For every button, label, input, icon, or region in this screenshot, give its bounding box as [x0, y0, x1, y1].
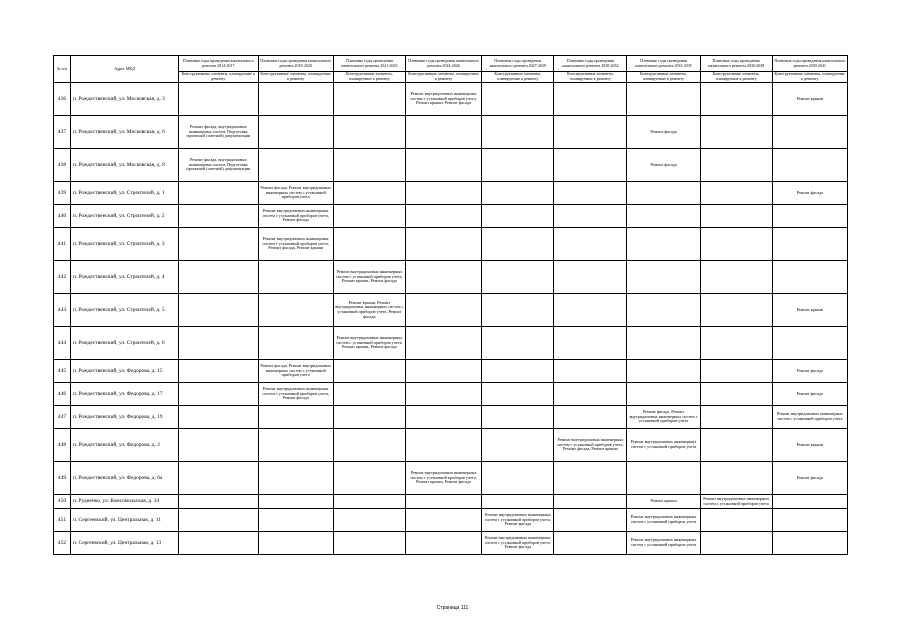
repair-cell-period-1: [179, 327, 259, 360]
repair-cell-period-1: [179, 205, 259, 228]
repair-cell-period-5: [482, 383, 554, 406]
header-period-8: Плановые годы проведения капитального ремонта 2036-2038: [700, 56, 772, 72]
repair-cell-period-4: [405, 509, 481, 532]
header-period-1: Плановые годы проведения капитального ремонта 2014-2017: [179, 56, 259, 72]
table-row: [54, 149, 848, 182]
header-subtitle: Конструктивные элементы, планируемые к ремонту: [405, 72, 481, 83]
repair-cell-period-2: [258, 327, 333, 360]
repair-cell-period-3: Ремонт внутридомовых инженерных систем с установкой приборов учета, Ремонт крыши, Ремонт фасада: [333, 327, 405, 360]
repair-cell-period-3: [333, 360, 405, 383]
header-subtitle: Конструктивные элементы, планируемые к ремонту: [179, 72, 259, 83]
row-address: п. Рождественский, ул. Московская, д. 6: [70, 116, 178, 149]
repair-cell-period-6: [554, 327, 627, 360]
repair-cell-period-9: [772, 228, 847, 261]
repair-cell-period-1: Ремонт фасада, внутридомовых инженерных систем, Подготовка проектной (сметной) документации: [179, 116, 259, 149]
repair-cell-period-5: [482, 462, 554, 495]
repair-cell-period-5: [482, 149, 554, 182]
row-number: 449: [54, 462, 71, 495]
repair-cell-period-2: Ремонт фасада, Ремонт внутридомовых инженерных систем с установкой приборов учета: [258, 360, 333, 383]
repair-cell-period-1: [179, 182, 259, 205]
repair-cell-period-3: [333, 429, 405, 462]
row-address: п. Рождественский, ул. Строителей, д. 2: [70, 205, 178, 228]
repair-cell-period-9: Ремонт фасада: [772, 182, 847, 205]
repair-cell-period-2: Ремонт внутридомовых инженерных систем с установкой приборов учета, Ремонт фасада: [258, 383, 333, 406]
repair-cell-period-4: [405, 532, 481, 555]
repair-cell-period-6: [554, 509, 627, 532]
repair-cell-period-4: [405, 116, 481, 149]
row-number: 440: [54, 205, 71, 228]
repair-cell-period-7: Ремонт внутридомовых инженерных систем с установкой приборов учета: [627, 429, 700, 462]
repair-cell-period-5: [482, 360, 554, 383]
repair-cell-period-4: [405, 205, 481, 228]
repair-cell-period-8: [700, 462, 772, 495]
repair-cell-period-5: [482, 429, 554, 462]
repair-cell-period-3: [333, 383, 405, 406]
repair-cell-period-4: [405, 383, 481, 406]
repair-cell-period-1: [179, 462, 259, 495]
repair-cell-period-9: Ремонт фасада: [772, 383, 847, 406]
table-row: [54, 406, 848, 429]
repair-cell-period-6: [554, 149, 627, 182]
repair-cell-period-4: [405, 149, 481, 182]
repair-cell-period-1: [179, 228, 259, 261]
repair-cell-period-3: [333, 462, 405, 495]
repair-cell-period-8: [700, 205, 772, 228]
repair-cell-period-9: [772, 495, 847, 509]
repair-cell-period-6: [554, 532, 627, 555]
repair-cell-period-7: [627, 205, 700, 228]
header-subtitle: Конструктивные элементы, планируемые к ремонту: [700, 72, 772, 83]
repair-cell-period-8: [700, 327, 772, 360]
repair-cell-period-7: [627, 294, 700, 327]
repair-cell-period-1: [179, 495, 259, 509]
repair-cell-period-7: [627, 83, 700, 116]
repair-cell-period-8: [700, 406, 772, 429]
repair-cell-period-6: [554, 383, 627, 406]
repair-cell-period-2: [258, 83, 333, 116]
repair-cell-period-8: [700, 149, 772, 182]
repair-cell-period-4: [405, 360, 481, 383]
page-number: Страница 111: [436, 605, 469, 611]
repair-cell-period-9: [772, 261, 847, 294]
row-number: 452: [54, 532, 71, 555]
repair-cell-period-2: [258, 294, 333, 327]
repair-cell-period-1: [179, 360, 259, 383]
table-row: [54, 383, 848, 406]
repair-cell-period-3: Ремонт внутридомовых инженерных систем с установкой приборов учета, Ремонт крыши, Ремонт фасада: [333, 261, 405, 294]
repair-cell-period-9: [772, 205, 847, 228]
repair-cell-period-3: Ремонт крыши, Ремонт внутридомовых инженерных систем с установкой приборов учета, Ремонт фасада: [333, 294, 405, 327]
header-address: Адрес МКД: [70, 56, 178, 83]
row-number: 436: [54, 83, 71, 116]
repair-cell-period-5: [482, 228, 554, 261]
header-period-9: Плановые годы проведения капитального ремонта 2039-2041: [772, 56, 847, 72]
repair-cell-period-8: [700, 509, 772, 532]
repair-cell-period-6: [554, 182, 627, 205]
row-address: п. Сергеевский, ул. Центральная, д. 11: [70, 509, 178, 532]
repair-cell-period-4: Ремонт внутридомовых инженерных систем с установкой приборов учета, Ремонт крыши, Ремонт фасада: [405, 83, 481, 116]
header-subtitle: Конструктивные элементы, планируемые к ремонту: [482, 72, 554, 83]
table-row: [54, 462, 848, 495]
header-period-5: Плановые годы проведения капитального ремонта 2027-2029: [482, 56, 554, 72]
repair-cell-period-9: Ремонт фасада: [772, 360, 847, 383]
repair-cell-period-3: [333, 205, 405, 228]
repair-schedule-table: [53, 55, 848, 555]
repair-cell-period-8: [700, 261, 772, 294]
repair-cell-period-9: [772, 509, 847, 532]
repair-cell-period-9: Ремонт крыши: [772, 429, 847, 462]
header-subtitle: Конструктивные элементы, планируемые к ремонту: [627, 72, 700, 83]
row-address: п. Рождественский, ул. Федорова, д. 17: [70, 383, 178, 406]
repair-cell-period-4: Ремонт внутридомовых инженерных систем с установкой приборов учета, Ремонт крыши, Ремонт фасада: [405, 462, 481, 495]
row-number: 448: [54, 429, 71, 462]
repair-cell-period-3: [333, 116, 405, 149]
repair-cell-period-5: [482, 495, 554, 509]
repair-cell-period-9: [772, 149, 847, 182]
table-row: [54, 261, 848, 294]
repair-cell-period-3: [333, 495, 405, 509]
row-number: 443: [54, 294, 71, 327]
row-number: 451: [54, 509, 71, 532]
table-row: [54, 182, 848, 205]
repair-cell-period-1: Ремонт фасада, внутридомовых инженерных систем, Подготовка проектной (сметной) документации: [179, 149, 259, 182]
table-row: [54, 205, 848, 228]
row-address: п. Рождественский, ул. Строителей, д. 6: [70, 327, 178, 360]
repair-cell-period-8: [700, 360, 772, 383]
repair-cell-period-6: [554, 495, 627, 509]
row-number: 450: [54, 495, 71, 509]
row-address: п. Рождественский, ул. Московская, д. 3: [70, 83, 178, 116]
repair-cell-period-6: Ремонт внутридомовых инженерных систем с установкой приборов учета, Ремонт фасада, Ремонт крыши: [554, 429, 627, 462]
repair-cell-period-6: [554, 406, 627, 429]
repair-cell-period-1: [179, 383, 259, 406]
repair-cell-period-1: [179, 429, 259, 462]
repair-cell-period-8: [700, 228, 772, 261]
repair-cell-period-5: [482, 406, 554, 429]
repair-cell-period-9: [772, 532, 847, 555]
repair-cell-period-2: Ремонт фасада, Ремонт внутридомовых инженерных систем с установкой приборов учета: [258, 182, 333, 205]
row-address: п. Рождественский, ул. Строителей, д. 5: [70, 294, 178, 327]
header-subtitle: Конструктивные элементы, планируемые к ремонту: [554, 72, 627, 83]
repair-cell-period-6: [554, 228, 627, 261]
repair-cell-period-3: [333, 83, 405, 116]
repair-cell-period-7: Ремонт внутридомовых инженерных систем с установкой приборов учета: [627, 532, 700, 555]
repair-cell-period-2: [258, 406, 333, 429]
row-number: 438: [54, 149, 71, 182]
row-number: 445: [54, 360, 71, 383]
repair-cell-period-9: [772, 327, 847, 360]
repair-cell-period-3: [333, 149, 405, 182]
row-address: п. Рождественский, ул. Федорова, д. 19: [70, 406, 178, 429]
row-number: 441: [54, 228, 71, 261]
repair-cell-period-5: [482, 182, 554, 205]
header-period-3: Плановые годы проведения капитального ремонта 2021-2023: [333, 56, 405, 72]
repair-cell-period-3: [333, 509, 405, 532]
repair-cell-period-9: Ремонт крыши: [772, 83, 847, 116]
repair-cell-period-7: Ремонт крыши: [627, 495, 700, 509]
row-address: п. Рождественский, ул. Московская, д. 8: [70, 149, 178, 182]
repair-cell-period-5: Ремонт внутридомовых инженерных систем с установкой приборов учета, Ремонт фасада: [482, 509, 554, 532]
repair-cell-period-9: Ремонт внутридомовых инженерных систем с установкой приборов учета: [772, 406, 847, 429]
header-subtitle: Конструктивные элементы, планируемые к ремонту: [333, 72, 405, 83]
table-header: [54, 56, 848, 83]
repair-cell-period-5: [482, 116, 554, 149]
repair-cell-period-3: [333, 532, 405, 555]
repair-cell-period-6: [554, 116, 627, 149]
repair-cell-period-8: [700, 116, 772, 149]
repair-cell-period-5: [482, 327, 554, 360]
header-period-4: Плановые годы проведения капитального ремонта 2024-2026: [405, 56, 481, 72]
repair-cell-period-2: [258, 532, 333, 555]
row-number: 447: [54, 406, 71, 429]
repair-cell-period-8: [700, 383, 772, 406]
table-row: [54, 360, 848, 383]
repair-cell-period-1: [179, 83, 259, 116]
table-row: [54, 509, 848, 532]
repair-cell-period-8: [700, 429, 772, 462]
repair-cell-period-9: [772, 116, 847, 149]
header-subtitle: Конструктивные элементы, планируемые к ремонту: [258, 72, 333, 83]
header-period-2: Плановые годы проведения капитального ремонта 2018-2020: [258, 56, 333, 72]
table-row: [54, 429, 848, 462]
repair-cell-period-2: Ремонт внутридомовых инженерных систем с установкой приборов учета, Ремонт фасада: [258, 205, 333, 228]
repair-cell-period-7: [627, 261, 700, 294]
row-address: п. Рождественский, ул. Федорова, д. 2: [70, 429, 178, 462]
header-num: № п/п: [54, 56, 71, 83]
row-address: п. Рудненко, ул. Комсомольская, д. 34: [70, 495, 178, 509]
repair-cell-period-7: [627, 462, 700, 495]
repair-cell-period-6: [554, 205, 627, 228]
repair-cell-period-1: [179, 261, 259, 294]
repair-cell-period-7: Ремонт фасада, Ремонт внутридомовых инженерных систем с установкой приборов учета: [627, 406, 700, 429]
repair-cell-period-8: [700, 294, 772, 327]
repair-cell-period-2: Ремонт внутридомовых инженерных систем с установкой приборов учета, Ремонт фасада, Ремонт крыши: [258, 228, 333, 261]
repair-cell-period-5: [482, 294, 554, 327]
repair-cell-period-4: [405, 182, 481, 205]
table-row: [54, 116, 848, 149]
repair-cell-period-8: Ремонт внутридомовых инженерных систем с установкой приборов учета: [700, 495, 772, 509]
repair-cell-period-2: [258, 116, 333, 149]
repair-cell-period-2: [258, 462, 333, 495]
repair-cell-period-3: [333, 228, 405, 261]
repair-cell-period-9: Ремонт фасада: [772, 462, 847, 495]
table-row: [54, 228, 848, 261]
table-row: [54, 83, 848, 116]
repair-cell-period-2: [258, 495, 333, 509]
repair-cell-period-5: [482, 83, 554, 116]
table-row: [54, 294, 848, 327]
repair-cell-period-1: [179, 532, 259, 555]
row-address: п. Рождественский, ул. Федорова, д. 6а: [70, 462, 178, 495]
repair-cell-period-4: [405, 429, 481, 462]
row-number: 446: [54, 383, 71, 406]
row-address: п. Рождественский, ул. Строителей, д. 1: [70, 182, 178, 205]
row-number: 442: [54, 261, 71, 294]
row-address: п. Сергеевский, ул. Центральная, д. 13: [70, 532, 178, 555]
repair-cell-period-7: Ремонт внутридомовых инженерных систем с установкой приборов учета: [627, 509, 700, 532]
repair-cell-period-4: [405, 327, 481, 360]
repair-cell-period-6: [554, 294, 627, 327]
repair-cell-period-7: Ремонт фасада: [627, 116, 700, 149]
header-period-7: Плановые годы проведения капитального ремонта 2033-2035: [627, 56, 700, 72]
row-number: 439: [54, 182, 71, 205]
repair-cell-period-1: [179, 509, 259, 532]
repair-cell-period-2: [258, 261, 333, 294]
row-address: п. Рождественский, ул. Строителей, д. 4: [70, 261, 178, 294]
table-body: [54, 83, 848, 555]
document-page: [53, 55, 848, 555]
repair-cell-period-3: [333, 406, 405, 429]
table-row: [54, 327, 848, 360]
row-address: п. Рождественский, ул. Федорова, д. 15: [70, 360, 178, 383]
repair-cell-period-7: [627, 327, 700, 360]
header-subtitle: Конструктивные элементы, планируемые к ремонту: [772, 72, 847, 83]
repair-cell-period-7: [627, 383, 700, 406]
repair-cell-period-6: [554, 83, 627, 116]
repair-cell-period-7: [627, 182, 700, 205]
repair-cell-period-2: [258, 509, 333, 532]
header-period-6: Плановые годы проведения капитального ремонта 2030-2032: [554, 56, 627, 72]
repair-cell-period-4: [405, 228, 481, 261]
repair-cell-period-7: [627, 228, 700, 261]
repair-cell-period-4: [405, 261, 481, 294]
repair-cell-period-5: [482, 205, 554, 228]
repair-cell-period-7: Ремонт фасада: [627, 149, 700, 182]
table-row: [54, 495, 848, 509]
row-number: 444: [54, 327, 71, 360]
repair-cell-period-4: [405, 406, 481, 429]
row-address: п. Рождественский, ул. Строителей, д. 3: [70, 228, 178, 261]
repair-cell-period-6: [554, 360, 627, 383]
repair-cell-period-1: [179, 406, 259, 429]
repair-cell-period-3: [333, 182, 405, 205]
repair-cell-period-4: [405, 495, 481, 509]
repair-cell-period-8: [700, 83, 772, 116]
repair-cell-period-2: [258, 149, 333, 182]
repair-cell-period-5: Ремонт внутридомовых инженерных систем с установкой приборов учета, Ремонт фасада: [482, 532, 554, 555]
repair-cell-period-6: [554, 462, 627, 495]
repair-cell-period-8: [700, 532, 772, 555]
repair-cell-period-5: [482, 261, 554, 294]
repair-cell-period-1: [179, 294, 259, 327]
repair-cell-period-4: [405, 294, 481, 327]
row-number: 437: [54, 116, 71, 149]
repair-cell-period-2: [258, 429, 333, 462]
repair-cell-period-7: [627, 360, 700, 383]
table-row: [54, 532, 848, 555]
repair-cell-period-9: Ремонт крыши: [772, 294, 847, 327]
repair-cell-period-6: [554, 261, 627, 294]
repair-cell-period-8: [700, 182, 772, 205]
